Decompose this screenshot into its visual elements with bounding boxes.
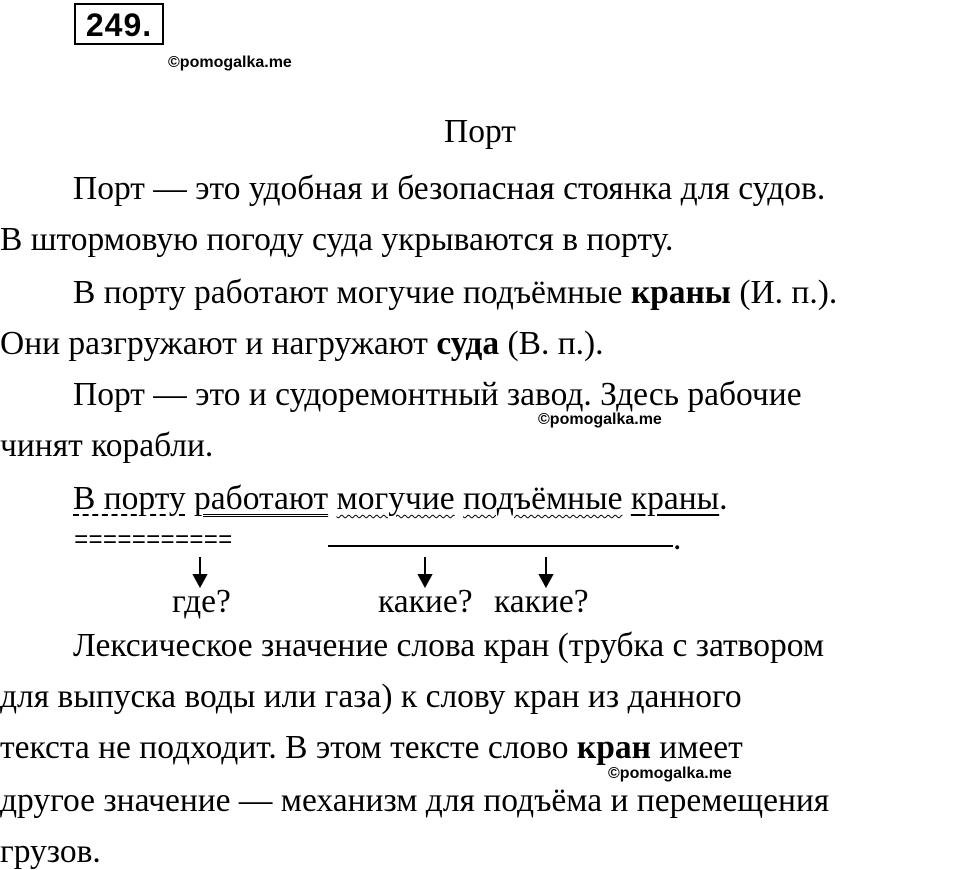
attribute-word: могучие xyxy=(336,480,455,517)
predicate-word: работают xyxy=(194,480,329,517)
paragraph-line: другое значение — механизм для подъёма и перемещения xyxy=(0,782,830,819)
bold-word: краны xyxy=(630,274,731,311)
predicate-scheme: =========== xyxy=(74,528,233,555)
question-arrows xyxy=(0,555,960,589)
adverbial-word: В порту xyxy=(73,480,186,517)
text-segment: текста не подходит. В этом тексте слово xyxy=(0,729,577,766)
paragraph-line xyxy=(0,327,604,361)
text-segment: В порту работают могучие подъёмные xyxy=(73,274,631,311)
bold-word: суда xyxy=(436,325,500,362)
text-segment: (И. п.). xyxy=(730,274,838,311)
paragraph-line: грузов. xyxy=(0,833,101,870)
question-label: где? xyxy=(172,583,231,620)
parsed-sentence xyxy=(73,482,728,516)
attribute-word: подъёмные xyxy=(463,480,623,517)
paragraph-line: Лексическое значение слова кран (трубка с затвором xyxy=(73,627,825,664)
subject-word: краны xyxy=(630,480,720,517)
paragraph-line: чинят корабли. xyxy=(0,427,214,464)
question-label: какие? xyxy=(494,583,589,620)
watermark: ©pomogalka.me xyxy=(538,411,662,428)
paragraph-line xyxy=(73,276,837,310)
text-title: Порт xyxy=(444,113,516,150)
paragraph-line: Порт — это удобная и безопасная стоянка для судов. xyxy=(73,170,826,207)
text-segment: (В. п.). xyxy=(499,325,604,362)
bold-word: кран xyxy=(576,729,651,766)
paragraph-line: Порт — это и судоремонтный завод. Здесь рабочие xyxy=(73,376,802,413)
paragraph-line xyxy=(0,731,743,765)
paragraph-line: для выпуска воды или газа) к слову кран из данного xyxy=(0,678,742,715)
text-segment: имеет xyxy=(650,729,743,766)
question-label: какие? xyxy=(378,583,473,620)
watermark: ©pomogalka.me xyxy=(608,765,732,782)
watermark: ©pomogalka.me xyxy=(168,54,292,71)
sentence-end: . xyxy=(719,480,728,517)
scheme-end: . xyxy=(673,520,682,557)
exercise-number: 249. xyxy=(74,3,164,45)
text-segment: Они разгружают и нагружают xyxy=(0,325,437,362)
paragraph-line: В штормовую погоду суда укрываются в порту. xyxy=(0,221,674,258)
subject-scheme-line xyxy=(328,545,673,547)
